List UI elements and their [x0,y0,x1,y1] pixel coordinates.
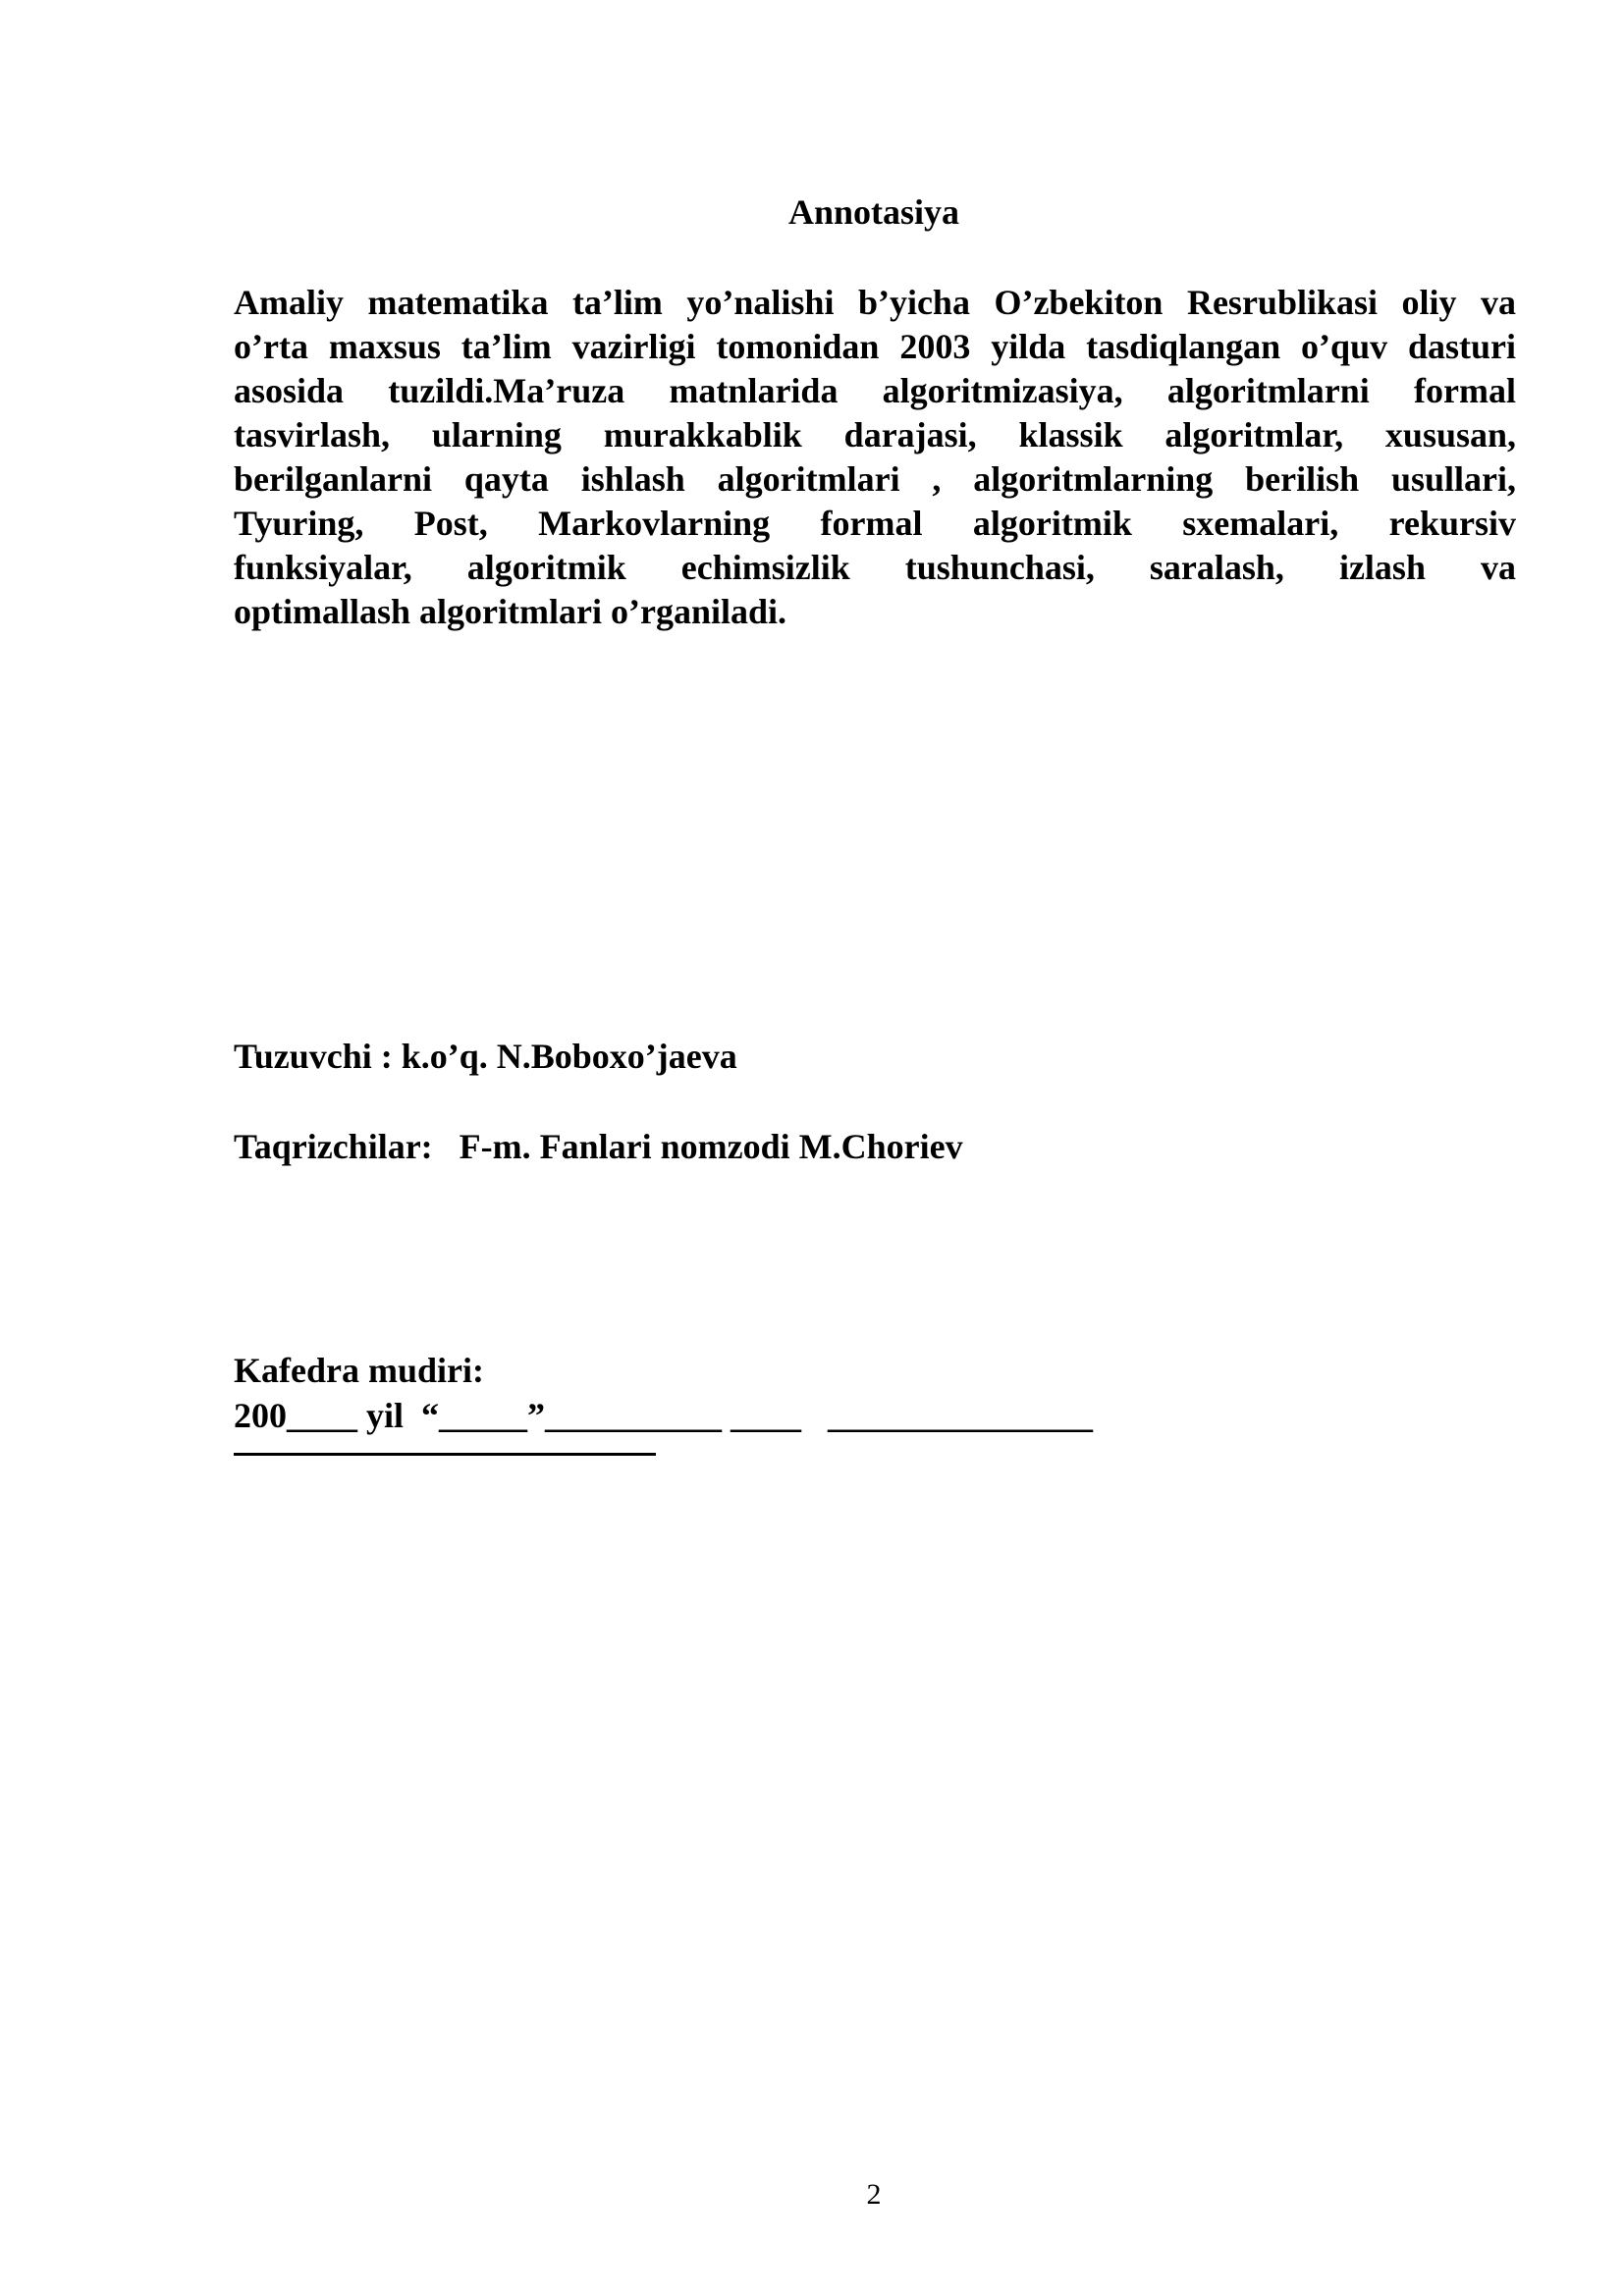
abstract-line: funksiyalar, algoritmik echimsizlik tushunchasi, saralash, izlash va [234,548,1516,587]
reviewers-line: Taqrizchilar: F-m. Fanlari nomzodi M.Choriev [234,1127,963,1166]
abstract-line: optimallash algoritmlari o’rganiladi. [234,592,786,631]
abstract-line: o’rta maxsus ta’lim vazirligi tomonidan 2003 yilda tasdiqlangan o’quv dasturi [234,327,1516,366]
abstract-line: berilganlarni qayta ishlash algoritmlari , algoritmlarning berilish usullari, [234,459,1516,499]
signature-blank [234,1453,656,1456]
abstract-paragraph [234,281,1516,634]
compiler-line: Tuzuvchi : k.o’q. N.Boboxo’jaeva [234,1037,737,1076]
abstract-line: Tyuring, Post, Markovlarning formal algoritmik sxemalari, rekursiv [234,504,1516,543]
date-signature-line: 200____ yil “_____”__________ ____ _______________ [234,1396,1094,1435]
page-number: 2 [866,2178,882,2211]
abstract-line: tasvirlash, ularning murakkablik darajasi, klassik algoritmlar, xususan, [234,415,1516,454]
page-title: Annotasiya [787,192,960,232]
abstract-line: Amaliy matematika ta’lim yo’nalishi b’yicha O’zbekiton Resrublikasi oliy va [234,283,1516,322]
abstract-line: asosida tuzildi.Ma’ruza matnlarida algoritmizasiya, algoritmlarni formal [234,371,1516,410]
department-head-label: Kafedra mudiri: [234,1351,484,1390]
